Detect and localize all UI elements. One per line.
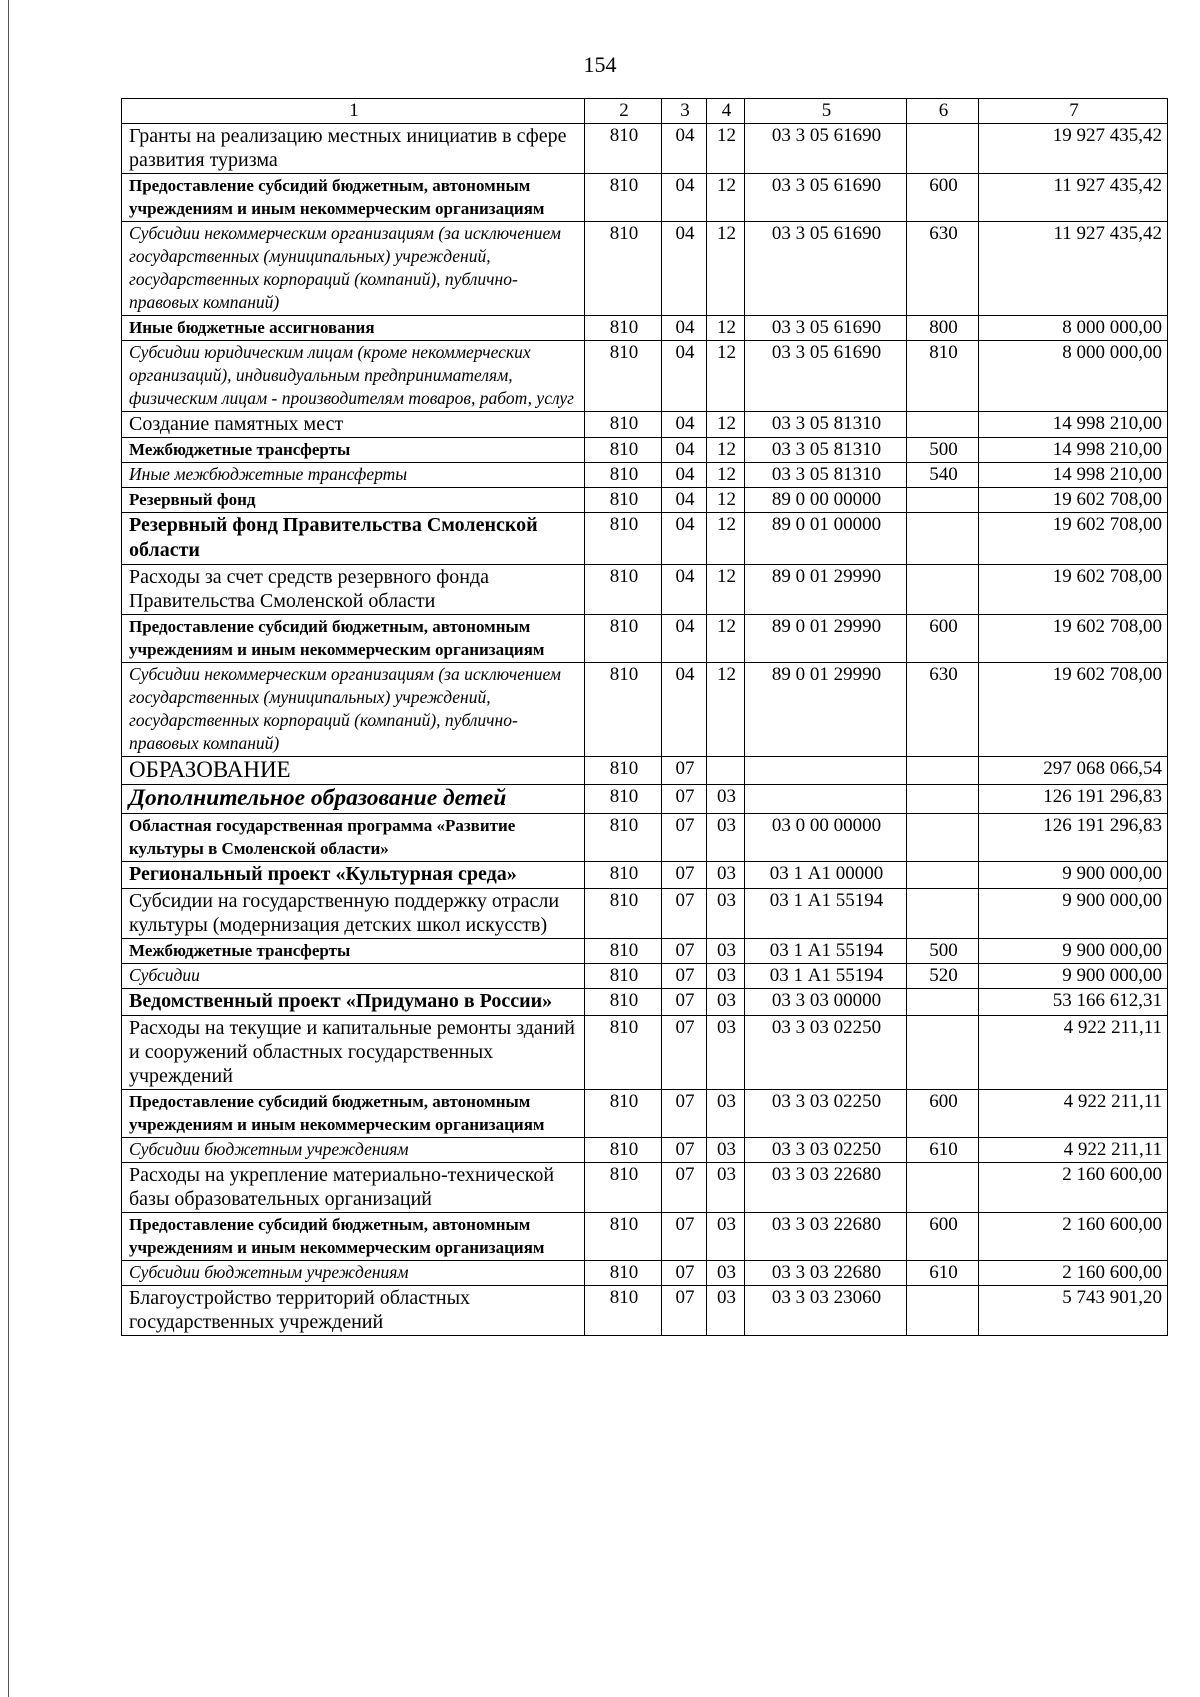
row-subsection: 03 (707, 1138, 745, 1163)
row-amount: 4 922 211,11 (979, 1016, 1168, 1090)
row-ministry-code: 810 (585, 939, 662, 964)
row-amount: 8 000 000,00 (979, 316, 1168, 341)
column-header-amount: 7 (979, 99, 1168, 124)
row-section: 04 (662, 174, 707, 222)
row-section: 07 (662, 1138, 707, 1163)
row-subsection: 03 (707, 889, 745, 939)
row-section: 07 (662, 964, 707, 989)
row-target-article: 03 3 05 81310 (745, 412, 907, 438)
row-ministry-code: 810 (585, 862, 662, 889)
table-row (122, 124, 1168, 174)
row-section: 04 (662, 316, 707, 341)
row-target-article: 03 3 03 22680 (745, 1163, 907, 1213)
table-row (122, 222, 1168, 316)
row-ministry-code: 810 (585, 663, 662, 757)
row-expense-type: 600 (907, 174, 979, 222)
row-target-article: 03 3 05 61690 (745, 316, 907, 341)
row-subsection: 03 (707, 939, 745, 964)
row-ministry-code: 810 (585, 174, 662, 222)
row-amount: 53 166 612,31 (979, 989, 1168, 1016)
row-subsection: 03 (707, 1163, 745, 1213)
row-name: Расходы на укрепление материально-технической базы образовательных организаций (122, 1163, 585, 1213)
table-row (122, 1286, 1168, 1336)
table-header-row (122, 99, 1168, 124)
row-ministry-code: 810 (585, 1261, 662, 1286)
row-expense-type (907, 989, 979, 1016)
row-subsection: 12 (707, 412, 745, 438)
table-row (122, 174, 1168, 222)
row-target-article: 89 0 01 00000 (745, 513, 907, 565)
row-name: Создание памятных мест (122, 412, 585, 438)
row-ministry-code: 810 (585, 222, 662, 316)
row-target-article: 03 1 А1 55194 (745, 964, 907, 989)
row-ministry-code: 810 (585, 989, 662, 1016)
row-amount: 14 998 210,00 (979, 463, 1168, 488)
row-section: 04 (662, 488, 707, 513)
row-expense-type (907, 862, 979, 889)
row-name: Субсидии бюджетным учреждениям (122, 1138, 585, 1163)
row-amount: 9 900 000,00 (979, 939, 1168, 964)
row-amount: 2 160 600,00 (979, 1213, 1168, 1261)
row-subsection: 12 (707, 463, 745, 488)
row-amount: 9 900 000,00 (979, 862, 1168, 889)
row-ministry-code: 810 (585, 412, 662, 438)
row-name: Резервный фонд Правительства Смоленской области (122, 513, 585, 565)
row-name: Благоустройство территорий областных государственных учреждений (122, 1286, 585, 1336)
table-row (122, 513, 1168, 565)
row-name: Межбюджетные трансферты (122, 438, 585, 463)
table-row (122, 1213, 1168, 1261)
row-target-article: 03 3 03 00000 (745, 989, 907, 1016)
row-subsection: 03 (707, 964, 745, 989)
table-row (122, 663, 1168, 757)
row-expense-type: 520 (907, 964, 979, 989)
row-target-article: 03 1 А1 55194 (745, 889, 907, 939)
row-ministry-code: 810 (585, 615, 662, 663)
row-amount: 14 998 210,00 (979, 412, 1168, 438)
row-subsection: 12 (707, 488, 745, 513)
row-amount: 14 998 210,00 (979, 438, 1168, 463)
row-name: Межбюджетные трансферты (122, 939, 585, 964)
row-section: 07 (662, 814, 707, 862)
row-subsection (707, 757, 745, 785)
row-subsection: 03 (707, 1213, 745, 1261)
row-ministry-code: 810 (585, 124, 662, 174)
row-amount: 297 068 066,54 (979, 757, 1168, 785)
row-expense-type: 630 (907, 222, 979, 316)
row-subsection: 03 (707, 785, 745, 814)
row-section: 07 (662, 1090, 707, 1138)
row-section: 07 (662, 939, 707, 964)
row-target-article: 03 1 А1 55194 (745, 939, 907, 964)
row-amount: 126 191 296,83 (979, 785, 1168, 814)
row-expense-type (907, 1016, 979, 1090)
row-expense-type: 540 (907, 463, 979, 488)
row-expense-type: 600 (907, 1213, 979, 1261)
row-section: 07 (662, 785, 707, 814)
column-header-ministry: 2 (585, 99, 662, 124)
row-ministry-code: 810 (585, 814, 662, 862)
row-name: Предоставление субсидий бюджетным, автономным учреждениям и иным некоммерческим организациям (122, 615, 585, 663)
table-row (122, 989, 1168, 1016)
row-target-article: 89 0 01 29990 (745, 615, 907, 663)
row-amount: 5 743 901,20 (979, 1286, 1168, 1336)
table-row (122, 1138, 1168, 1163)
table-row (122, 939, 1168, 964)
budget-table (121, 98, 1168, 1336)
row-name: Расходы за счет средств резервного фонда Правительства Смоленской области (122, 565, 585, 615)
row-expense-type (907, 1163, 979, 1213)
row-name: Субсидии некоммерческим организациям (за исключением государственных (муниципальных) учреждений, государственных корпораций (компаний), публично-правовых компаний) (122, 663, 585, 757)
row-amount: 4 922 211,11 (979, 1090, 1168, 1138)
row-section: 04 (662, 341, 707, 412)
row-section: 07 (662, 757, 707, 785)
row-ministry-code: 810 (585, 341, 662, 412)
row-name: Резервный фонд (122, 488, 585, 513)
row-expense-type (907, 412, 979, 438)
row-name: Ведомственный проект «Придумано в России» (122, 989, 585, 1016)
table-row (122, 488, 1168, 513)
row-ministry-code: 810 (585, 488, 662, 513)
table-row (122, 615, 1168, 663)
row-name: Областная государственная программа «Развитие культуры в Смоленской области» (122, 814, 585, 862)
row-ministry-code: 810 (585, 463, 662, 488)
row-subsection: 12 (707, 615, 745, 663)
row-name: Предоставление субсидий бюджетным, автономным учреждениям и иным некоммерческим организациям (122, 1090, 585, 1138)
row-target-article: 03 3 05 81310 (745, 463, 907, 488)
row-section: 04 (662, 222, 707, 316)
table-row (122, 1261, 1168, 1286)
row-subsection: 03 (707, 1090, 745, 1138)
row-subsection: 12 (707, 124, 745, 174)
table-row (122, 1090, 1168, 1138)
row-subsection: 12 (707, 174, 745, 222)
row-subsection: 12 (707, 438, 745, 463)
row-subsection: 03 (707, 1286, 745, 1336)
row-expense-type: 600 (907, 615, 979, 663)
row-name: Субсидии бюджетным учреждениям (122, 1261, 585, 1286)
column-header-subsection: 4 (707, 99, 745, 124)
row-section: 04 (662, 663, 707, 757)
table-row (122, 341, 1168, 412)
row-section: 07 (662, 1213, 707, 1261)
row-ministry-code: 810 (585, 1213, 662, 1261)
row-target-article (745, 785, 907, 814)
row-amount: 4 922 211,11 (979, 1138, 1168, 1163)
row-amount: 8 000 000,00 (979, 341, 1168, 412)
row-target-article: 03 3 05 61690 (745, 341, 907, 412)
row-target-article: 03 3 03 23060 (745, 1286, 907, 1336)
row-section: 04 (662, 565, 707, 615)
row-amount: 19 602 708,00 (979, 488, 1168, 513)
row-subsection: 03 (707, 1261, 745, 1286)
table-row (122, 565, 1168, 615)
table-row (122, 412, 1168, 438)
row-name: Гранты на реализацию местных инициатив в сфере развития туризма (122, 124, 585, 174)
row-section: 07 (662, 1286, 707, 1336)
row-subsection: 03 (707, 862, 745, 889)
page-number: 154 (583, 52, 617, 77)
row-name: Субсидии (122, 964, 585, 989)
row-amount: 9 900 000,00 (979, 889, 1168, 939)
row-ministry-code: 810 (585, 757, 662, 785)
row-target-article: 89 0 01 29990 (745, 663, 907, 757)
row-subsection: 12 (707, 663, 745, 757)
row-amount: 9 900 000,00 (979, 964, 1168, 989)
row-expense-type: 630 (907, 663, 979, 757)
row-expense-type (907, 488, 979, 513)
row-subsection: 12 (707, 222, 745, 316)
row-expense-type: 500 (907, 939, 979, 964)
row-amount: 19 602 708,00 (979, 513, 1168, 565)
row-name: Субсидии некоммерческим организациям (за исключением государственных (муниципальных) учреждений, государственных корпораций (компаний), публично-правовых компаний) (122, 222, 585, 316)
table-row (122, 463, 1168, 488)
row-ministry-code: 810 (585, 1138, 662, 1163)
row-subsection: 12 (707, 341, 745, 412)
row-expense-type (907, 565, 979, 615)
row-name: Иные бюджетные ассигнования (122, 316, 585, 341)
table-row (122, 785, 1168, 814)
row-section: 07 (662, 989, 707, 1016)
row-expense-type: 500 (907, 438, 979, 463)
row-amount: 19 602 708,00 (979, 663, 1168, 757)
row-target-article: 03 3 05 81310 (745, 438, 907, 463)
row-amount: 126 191 296,83 (979, 814, 1168, 862)
row-section: 07 (662, 862, 707, 889)
row-ministry-code: 810 (585, 1163, 662, 1213)
row-target-article: 03 3 05 61690 (745, 222, 907, 316)
column-header-section: 3 (662, 99, 707, 124)
row-target-article: 03 3 03 02250 (745, 1138, 907, 1163)
row-name: Иные межбюджетные трансферты (122, 463, 585, 488)
row-expense-type: 800 (907, 316, 979, 341)
row-section: 07 (662, 1163, 707, 1213)
table-row (122, 316, 1168, 341)
row-section: 04 (662, 463, 707, 488)
row-name: Предоставление субсидий бюджетным, автономным учреждениям и иным некоммерческим организациям (122, 174, 585, 222)
row-expense-type (907, 814, 979, 862)
row-section: 04 (662, 513, 707, 565)
row-ministry-code: 810 (585, 565, 662, 615)
row-ministry-code: 810 (585, 316, 662, 341)
row-ministry-code: 810 (585, 1090, 662, 1138)
table-row (122, 757, 1168, 785)
row-amount: 2 160 600,00 (979, 1163, 1168, 1213)
row-target-article: 03 3 03 02250 (745, 1090, 907, 1138)
row-expense-type (907, 513, 979, 565)
table-row (122, 1163, 1168, 1213)
row-expense-type: 610 (907, 1138, 979, 1163)
row-amount: 11 927 435,42 (979, 174, 1168, 222)
row-expense-type (907, 124, 979, 174)
table-row (122, 814, 1168, 862)
row-target-article: 03 3 03 02250 (745, 1016, 907, 1090)
table-row (122, 438, 1168, 463)
column-header-target-article: 5 (745, 99, 907, 124)
row-section: 04 (662, 124, 707, 174)
row-name: Субсидии юридическим лицам (кроме некоммерческих организаций), индивидуальным предпринимателям, физическим лицам - производителям товаров, работ, услуг (122, 341, 585, 412)
row-target-article: 89 0 00 00000 (745, 488, 907, 513)
row-subsection: 12 (707, 316, 745, 341)
row-target-article: 03 3 03 22680 (745, 1261, 907, 1286)
row-target-article: 03 3 03 22680 (745, 1213, 907, 1261)
row-name: Субсидии на государственную поддержку отрасли культуры (модернизация детских школ искусств) (122, 889, 585, 939)
row-target-article (745, 757, 907, 785)
column-header-expense-type: 6 (907, 99, 979, 124)
row-subsection: 12 (707, 565, 745, 615)
row-expense-type: 610 (907, 1261, 979, 1286)
row-target-article: 03 1 А1 00000 (745, 862, 907, 889)
row-subsection: 03 (707, 1016, 745, 1090)
row-ministry-code: 810 (585, 438, 662, 463)
row-ministry-code: 810 (585, 1016, 662, 1090)
row-ministry-code: 810 (585, 964, 662, 989)
row-target-article: 03 0 00 00000 (745, 814, 907, 862)
row-section: 07 (662, 1016, 707, 1090)
row-expense-type (907, 1286, 979, 1336)
row-subsection: 03 (707, 814, 745, 862)
page-left-edge-line (8, 0, 9, 1697)
table-row (122, 1016, 1168, 1090)
row-expense-type (907, 889, 979, 939)
row-ministry-code: 810 (585, 513, 662, 565)
row-expense-type: 600 (907, 1090, 979, 1138)
table-row (122, 964, 1168, 989)
row-ministry-code: 810 (585, 785, 662, 814)
row-name: Расходы на текущие и капитальные ремонты зданий и сооружений областных государственных учреждений (122, 1016, 585, 1090)
row-section: 04 (662, 412, 707, 438)
row-ministry-code: 810 (585, 1286, 662, 1336)
row-amount: 11 927 435,42 (979, 222, 1168, 316)
row-name: Дополнительное образование детей (122, 785, 585, 814)
row-amount: 19 602 708,00 (979, 615, 1168, 663)
table-row (122, 889, 1168, 939)
row-name: ОБРАЗОВАНИЕ (122, 757, 585, 785)
row-section: 04 (662, 615, 707, 663)
row-section: 07 (662, 1261, 707, 1286)
row-section: 07 (662, 889, 707, 939)
row-amount: 2 160 600,00 (979, 1261, 1168, 1286)
row-amount: 19 602 708,00 (979, 565, 1168, 615)
row-target-article: 03 3 05 61690 (745, 174, 907, 222)
table-row (122, 862, 1168, 889)
row-subsection: 12 (707, 513, 745, 565)
row-expense-type (907, 757, 979, 785)
row-ministry-code: 810 (585, 889, 662, 939)
row-expense-type: 810 (907, 341, 979, 412)
row-target-article: 89 0 01 29990 (745, 565, 907, 615)
row-name: Региональный проект «Культурная среда» (122, 862, 585, 889)
row-expense-type (907, 785, 979, 814)
row-amount: 19 927 435,42 (979, 124, 1168, 174)
row-section: 04 (662, 438, 707, 463)
column-header-name: 1 (122, 99, 585, 124)
row-name: Предоставление субсидий бюджетным, автономным учреждениям и иным некоммерческим организациям (122, 1213, 585, 1261)
row-target-article: 03 3 05 61690 (745, 124, 907, 174)
row-subsection: 03 (707, 989, 745, 1016)
